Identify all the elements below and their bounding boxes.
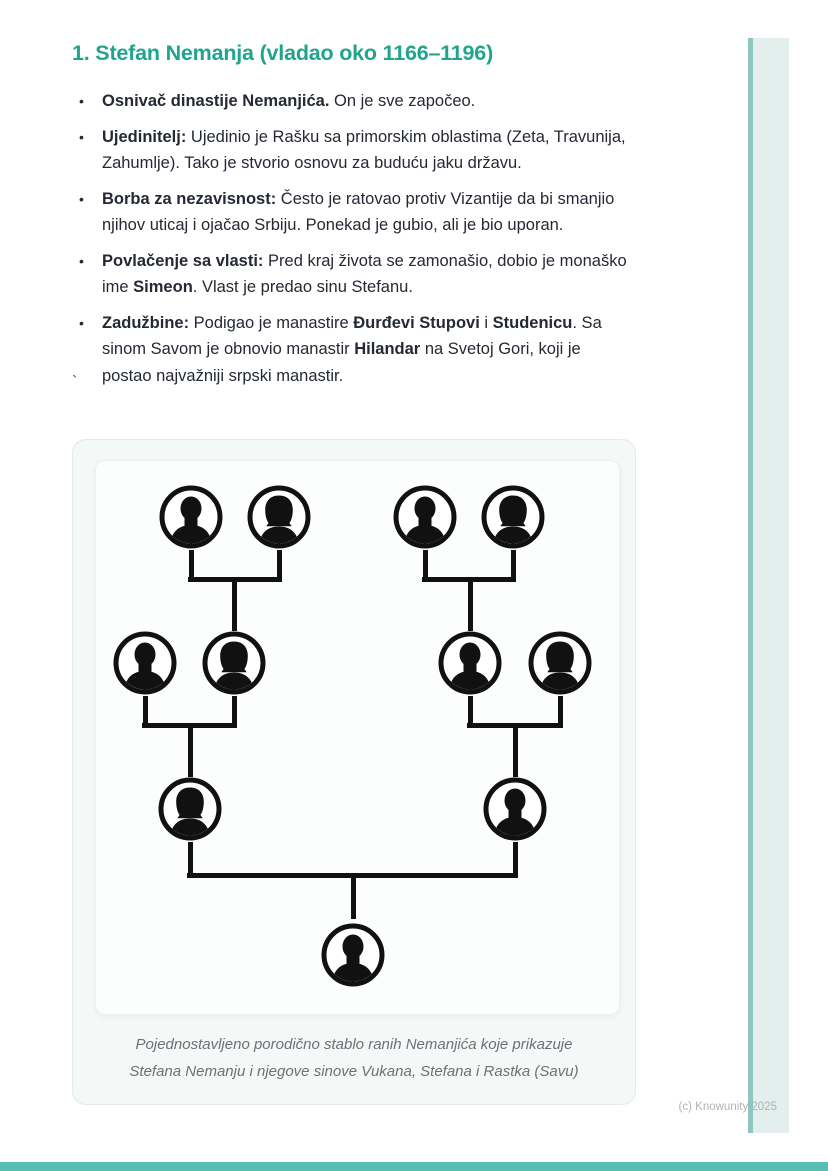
woman-avatar-icon: [528, 631, 592, 695]
bullet-text-regular: Ujedinio je Rašku sa primorskim oblastima (Zeta, Travunija, Zahumlje). Tako je stvorio osnovu za buduću jaku državu.: [102, 127, 626, 172]
woman-avatar-icon: [481, 485, 545, 549]
man-avatar-icon: [393, 485, 457, 549]
bullet-text-bold: Simeon: [133, 278, 193, 296]
bullet-text-bold: Osnivač dinastije Nemanjića.: [102, 92, 330, 110]
tree-connector-line: [513, 842, 518, 873]
tree-connector-line: [143, 696, 148, 723]
bullet-item: [72, 248, 634, 301]
bullet-text-regular: Podigao je manastire: [189, 313, 354, 332]
tree-connector-line: [351, 878, 356, 919]
tree-connector-line: [513, 728, 518, 777]
page-title: 1. Stefan Nemanja (vladao oko 1166–1196): [72, 41, 494, 65]
tree-caption: Pojednostavljeno porodično stablo ranih Nemanjića koje prikazuje Stefana Nemanju i njegove sinove Vukana, Stefana i Rastka (Savu): [129, 1036, 579, 1080]
bullet-text-bold: Zadužbine:: [102, 313, 190, 332]
tree-connector-line: [188, 728, 193, 777]
bullet-text-regular: na Svetoj Gori, koji je postao najvažniji srpski manastir.: [102, 340, 581, 385]
bullet-text-bold: Studenicu: [492, 313, 573, 332]
bullet-text-bold: Hilandar: [354, 340, 421, 358]
bullet-text-bold: Đurđevi Stupovi: [353, 313, 480, 332]
tree-connector-line: [558, 696, 563, 723]
family-tree-panel: [95, 460, 620, 1015]
man-avatar-icon: [483, 777, 547, 841]
bullet-item: [72, 124, 634, 177]
family-tree-card: [72, 439, 636, 1105]
tree-connector-line: [232, 582, 237, 631]
stray-backtick: `: [72, 374, 78, 391]
bullet-item: [72, 88, 634, 115]
bullet-text-bold: Borba za nezavisnost:: [102, 189, 277, 208]
woman-avatar-icon: [158, 777, 222, 841]
bullet-text-regular: Često je ratovao protiv Vizantije da bi smanjio njihov uticaj i ojačao Srbiju. Ponekad je gubio, ali je bio uporan.: [102, 189, 615, 234]
bottom-accent-bar: [0, 1162, 828, 1171]
bullet-marker: •: [79, 252, 84, 269]
bullet-text-regular: . Sa sinom Savom je obnovio manastir: [102, 313, 602, 358]
family-tree-person-g1-woman-right: [481, 485, 545, 549]
bullet-text-regular: . Vlast je predao sinu Stefanu.: [192, 278, 413, 296]
man-avatar-icon: [159, 485, 223, 549]
family-tree-person-g4-man: [321, 923, 385, 987]
family-tree-person-g2-man-left: [113, 631, 177, 695]
family-tree-person-g2-woman-right: [528, 631, 592, 695]
tree-connector-line: [468, 582, 473, 631]
tree-connector-line: [423, 550, 428, 577]
family-tree-person-g1-man-right: [393, 485, 457, 549]
tree-connector-line: [468, 696, 473, 723]
family-tree-person-g1-man-left: [159, 485, 223, 549]
bullet-list: [72, 88, 634, 398]
tree-connector-line: [188, 842, 193, 873]
family-tree-person-g1-woman-left: [247, 485, 311, 549]
bullet-text: [102, 310, 634, 390]
man-avatar-icon: [113, 631, 177, 695]
bullet-text: [102, 248, 634, 301]
tree-connector-line: [277, 550, 282, 577]
tree-connector-line: [189, 550, 194, 577]
bullet-text: [102, 124, 634, 177]
bullet-text-regular: i: [479, 313, 493, 332]
tree-connector-line: [511, 550, 516, 577]
man-avatar-icon: [438, 631, 502, 695]
copyright-credit: (c) Knowunity 2025: [678, 1101, 777, 1113]
bullet-text: [102, 88, 634, 115]
family-tree-person-g3-man: [483, 777, 547, 841]
bullet-item: [72, 310, 634, 390]
bullet-text-regular: On je sve započeo.: [329, 92, 476, 110]
bullet-text: [102, 186, 634, 239]
bullet-marker: •: [79, 128, 84, 145]
family-tree-person-g2-woman-left: [202, 631, 266, 695]
bullet-marker: •: [79, 314, 84, 331]
bullet-item: [72, 186, 634, 239]
man-avatar-icon: [321, 923, 385, 987]
family-tree-person-g2-man-right: [438, 631, 502, 695]
bullet-marker: •: [79, 190, 84, 207]
bullet-text-bold: Povlačenje sa vlasti:: [102, 251, 264, 270]
woman-avatar-icon: [247, 485, 311, 549]
woman-avatar-icon: [202, 631, 266, 695]
tree-connector-line: [232, 696, 237, 723]
right-accent-stripe-edge: [748, 38, 753, 1133]
family-tree-person-g3-woman: [158, 777, 222, 841]
bullet-text-regular: Pred kraj života se zamonašio, dobio je monaško ime: [102, 251, 627, 296]
right-accent-stripe: [753, 38, 789, 1133]
bullet-marker: •: [79, 93, 84, 109]
bullet-text-bold: Ujedinitelj:: [102, 127, 187, 146]
